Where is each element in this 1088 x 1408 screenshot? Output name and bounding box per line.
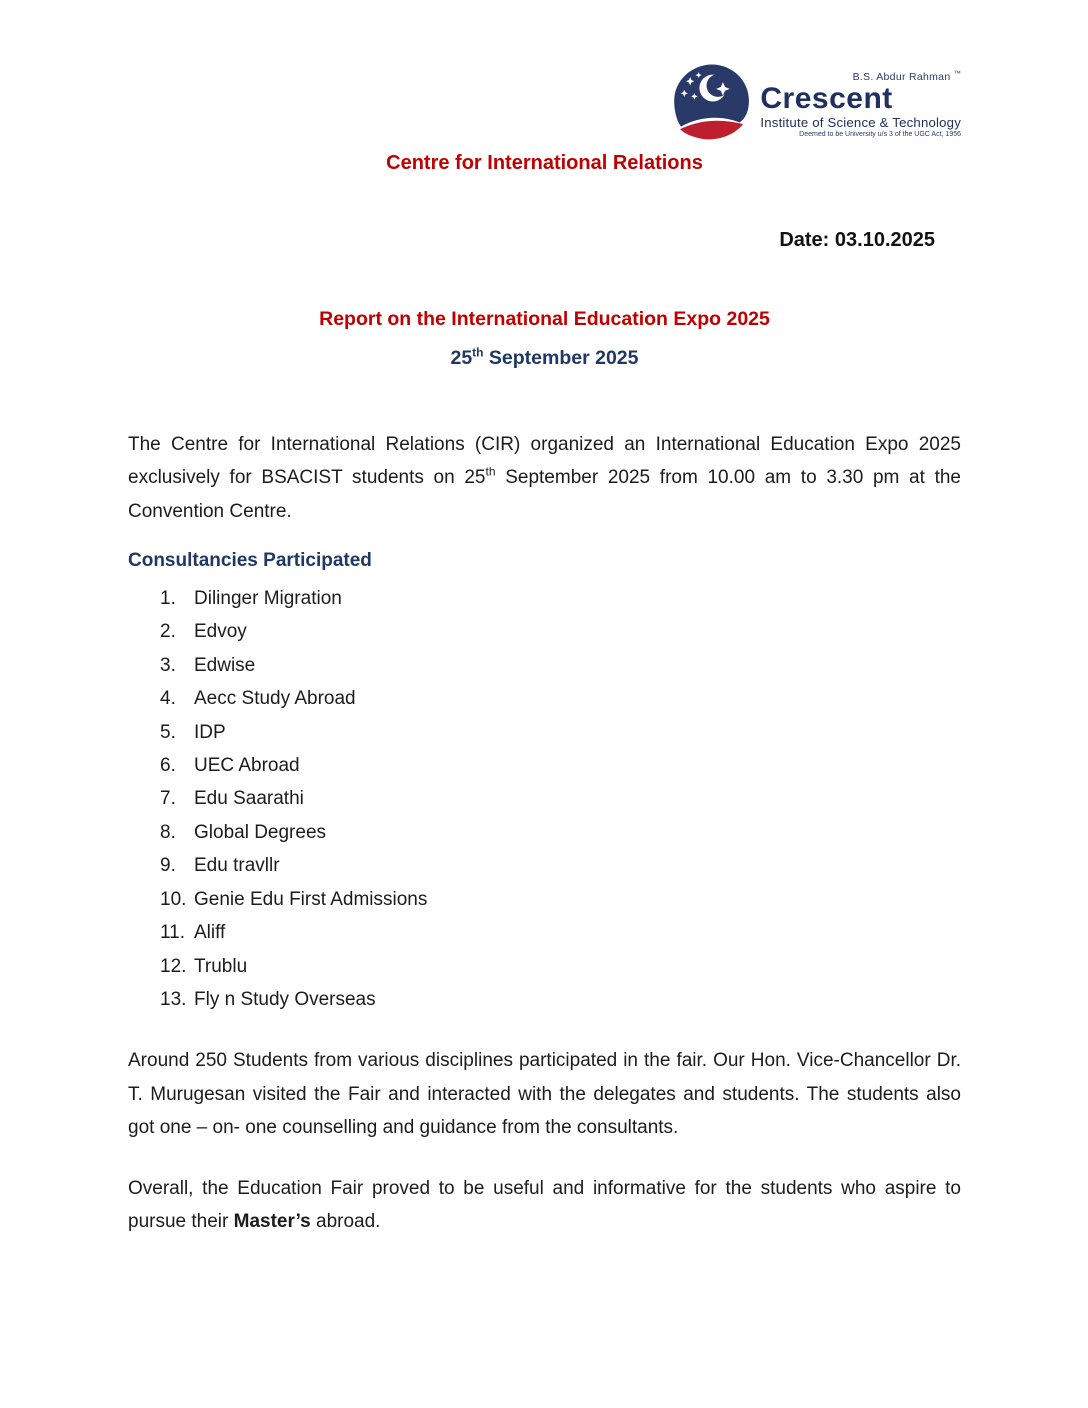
consultancy-list-item: Aliff [194, 922, 226, 944]
consultancy-list-item: Edvoy [194, 621, 247, 643]
intro-paragraph: The Centre for International Relations (CIR) organized an International Education Expo 2025 exclusively for BSACIST students on 25th September 2025 from 10.00 am to 3.30 pm at the Convention Centre. [128, 434, 961, 522]
consultancy-list-item: Trublu [194, 955, 248, 977]
logo-brand-subtitle: Institute of Science & Technology [760, 114, 961, 130]
page-title: Centre for International Relations [386, 152, 703, 174]
consultancy-list-item: Edu Saarathi [194, 788, 304, 810]
report-title: Report on the International Education Expo 2025 [319, 308, 770, 330]
consultancies-heading: Consultancies Participated [128, 549, 372, 571]
institute-logo [670, 62, 961, 146]
consultancy-list-item: Fly n Study Overseas [194, 989, 376, 1010]
logo-brand-small: B.S. Abdur Rahman ™ [852, 70, 961, 83]
logo-block [128, 62, 961, 146]
consultancy-list-item: Global Degrees [194, 821, 327, 843]
attendance-paragraph: Around 250 Students from various disciplines participated in the fair. Our Hon. Vice-Chancellor Dr. T. Murugesan visited the Fair and interacted with the delegates and students. The students also got one – on- one counselling and guidance from the consultants. [128, 1050, 961, 1138]
consultancy-list-item: UEC Abroad [194, 754, 300, 776]
conclusion-paragraph: Overall, the Education Fair proved to be useful and informative for the students who aspire to pursue their Master’s abroad. [128, 1178, 961, 1233]
logo-brand-tagline: Deemed to be University u/s 3 of the UGC Act, 1956 [799, 130, 961, 138]
consultancy-list-item: Aecc Study Abroad [194, 688, 356, 710]
consultancy-list-item: Edwise [194, 654, 256, 676]
consultancy-list-item: Dilinger Migration [194, 587, 342, 609]
date-line: Date: 03.10.2025 [779, 229, 935, 251]
consultancy-list-item: Genie Edu First Admissions [194, 888, 428, 910]
consultancies-list [160, 582, 961, 1017]
consultancy-list-item: IDP [194, 721, 226, 743]
report-date: 25th September 2025 [450, 345, 639, 369]
crescent-emblem-icon [670, 62, 754, 146]
consultancy-list-item: Edu travllr [194, 855, 280, 877]
masters-emphasis: Master’s [233, 1211, 311, 1233]
logo-brand-name: Crescent [760, 81, 893, 115]
logo-text [760, 71, 961, 138]
